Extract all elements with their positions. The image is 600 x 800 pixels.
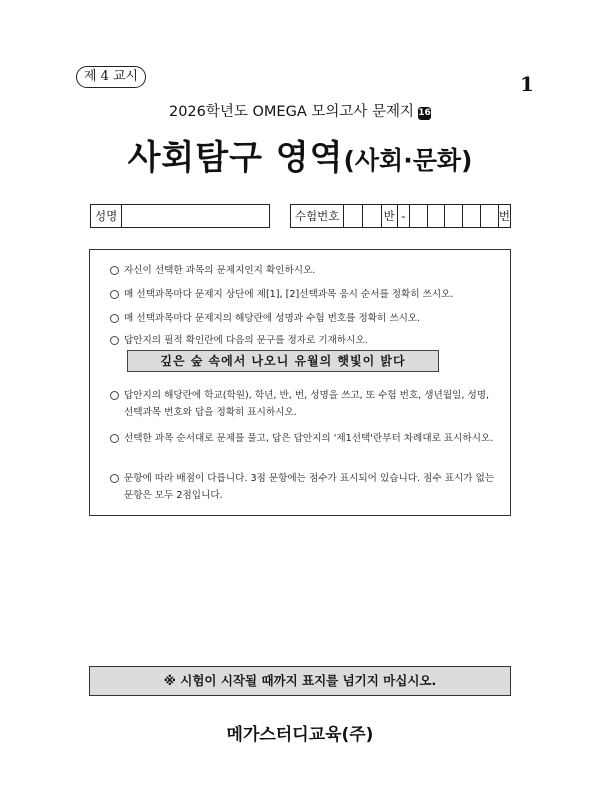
circle-bullet-icon xyxy=(110,336,119,345)
instructions-box xyxy=(89,249,511,516)
exam-number-cell[interactable] xyxy=(410,205,428,227)
exam-number-field[interactable] xyxy=(290,204,511,228)
instruction-item: 매 선택과목마다 문제지의 해당란에 성명과 수험 번호를 정확히 쓰시오. xyxy=(110,310,498,327)
instruction-item: 답안지의 해당란에 학교(학원), 학년, 반, 번, 성명을 쓰고, 또 수험 번호, 생년월일, 성명, 선택과목 번호와 답을 정확히 표시하시오. xyxy=(110,387,498,421)
exam-number-cell[interactable] xyxy=(344,205,363,227)
class-label: 반 xyxy=(382,205,398,227)
circle-bullet-icon xyxy=(110,314,119,323)
exam-number-cell[interactable] xyxy=(463,205,481,227)
subject-title xyxy=(0,130,600,179)
instruction-item: 자신이 선택한 과목의 문제지인지 확인하시오. xyxy=(110,262,498,279)
publisher-name: 메가스터디교육(주) xyxy=(226,725,374,745)
number-label: 번 xyxy=(498,209,510,223)
form-number-badge: 16 xyxy=(418,108,431,118)
subject-sub: (사회·문화) xyxy=(343,146,473,175)
instruction-item: 문항에 따라 배점이 다릅니다. 3점 문항에는 점수가 표시되어 있습니다. 점수 표시가 없는 문항은 모두 2점입니다. xyxy=(110,470,498,504)
instruction-item: 선택한 과목 순서대로 문제를 풀고, 답은 답안지의 '제1선택'란부터 차례대로 표시하시오. xyxy=(110,430,498,447)
dash-separator: - xyxy=(398,205,410,227)
subject-main: 사회탐구 영역 xyxy=(127,138,344,178)
circle-bullet-icon xyxy=(110,474,119,483)
exam-number-cell[interactable] xyxy=(481,205,499,227)
name-field[interactable] xyxy=(90,204,270,228)
exam-number-cell[interactable] xyxy=(428,205,446,227)
circle-bullet-icon xyxy=(110,290,119,299)
page-number: 1 xyxy=(520,72,534,96)
exam-number-label: 수험번호 xyxy=(291,205,344,227)
exam-number-cell[interactable] xyxy=(445,205,463,227)
name-label: 성명 xyxy=(91,205,122,227)
notice-banner: ※ 시험이 시작될 때까지 표지를 넘기지 마십시오. xyxy=(89,666,511,696)
instruction-item: 답안지의 필적 확인란에 다음의 문구를 정자로 기재하시오. xyxy=(110,332,498,349)
exam-title-text: 2026학년도 OMEGA 모의고사 문제지 xyxy=(168,104,415,120)
instruction-item: 매 선택과목마다 문제지 상단에 제[1], [2]선택과목 응시 순서를 정확히 쓰시오. xyxy=(110,286,498,303)
exam-number-cell[interactable] xyxy=(363,205,382,227)
exam-title xyxy=(0,100,600,121)
circle-bullet-icon xyxy=(110,391,119,400)
handwriting-phrase: 깊은 숲 속에서 나오니 유월의 햇빛이 밝다 xyxy=(127,350,439,372)
circle-bullet-icon xyxy=(110,266,119,275)
circle-bullet-icon xyxy=(110,434,119,443)
session-label: 제 4 교시 xyxy=(76,66,146,88)
